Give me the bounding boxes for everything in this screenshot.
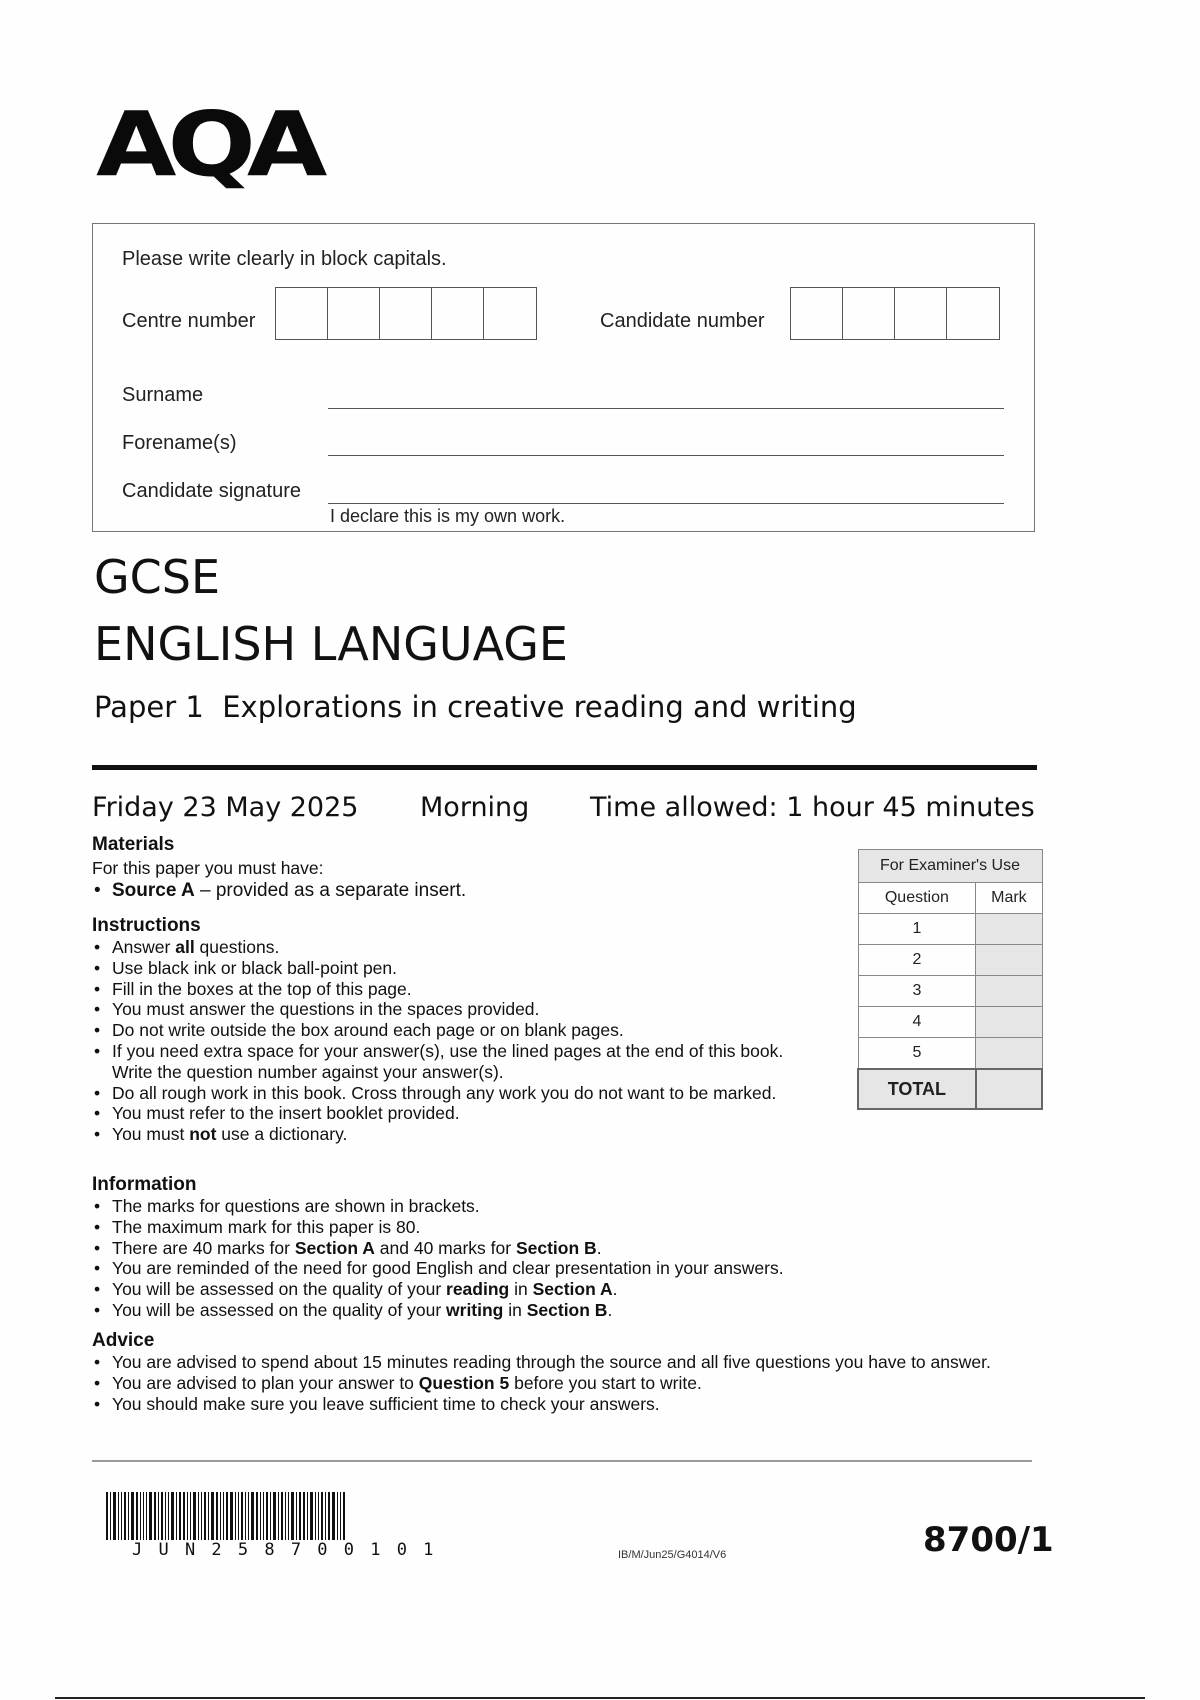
- total-row: [858, 1069, 1042, 1109]
- barcode-bar: [131, 1492, 134, 1540]
- list-item: • There are 40 marks for Section A and 40 marks for Section B.: [112, 1238, 1012, 1259]
- candidate-number-box[interactable]: [843, 288, 895, 339]
- centre-number-box[interactable]: [380, 288, 432, 339]
- list-item: • You must not use a dictionary.: [112, 1124, 812, 1145]
- mark-cell: [976, 1007, 1042, 1038]
- time-allowed: Time allowed: 1 hour 45 minutes: [590, 792, 1035, 823]
- barcode-bar: [270, 1492, 271, 1540]
- table-row: [858, 976, 1042, 1007]
- barcode-bar: [136, 1492, 138, 1540]
- question-number: 2: [858, 945, 976, 976]
- barcode-bar: [211, 1492, 214, 1540]
- information-section: [92, 1174, 1012, 1321]
- instructions-list: [92, 937, 812, 1145]
- barcode-bar: [285, 1492, 286, 1540]
- barcode-bar: [328, 1492, 330, 1540]
- list-item: • Fill in the boxes at the top of this page.: [112, 979, 812, 1000]
- column-header-mark: Mark: [976, 883, 1042, 914]
- candidate-number-grid[interactable]: [790, 287, 1000, 340]
- centre-number-grid[interactable]: [275, 287, 537, 340]
- barcode-bar: [161, 1492, 163, 1540]
- exam-session: Morning: [420, 792, 530, 823]
- surname-field[interactable]: [328, 408, 1004, 409]
- list-item: • You should make sure you leave sufficient time to check your answers.: [112, 1394, 1012, 1415]
- barcode: [106, 1492, 347, 1540]
- forename-label: Forename(s): [122, 432, 237, 454]
- centre-number-box[interactable]: [484, 288, 536, 339]
- barcode-bar: [288, 1492, 289, 1540]
- total-mark-cell: [976, 1069, 1042, 1109]
- barcode-bar: [266, 1492, 268, 1540]
- list-item: • You must refer to the insert booklet provided.: [112, 1103, 812, 1124]
- list-item: • You are advised to plan your answer to Question 5 before you start to write.: [112, 1373, 1012, 1394]
- barcode-bar: [263, 1492, 264, 1540]
- list-item: • Do not write outside the box around each page or on blank pages.: [112, 1020, 812, 1041]
- barcode-bar: [146, 1492, 147, 1540]
- barcode-bar: [143, 1492, 144, 1540]
- barcode-bar: [291, 1492, 294, 1540]
- mark-cell: [976, 1038, 1042, 1070]
- barcode-bar: [248, 1492, 249, 1540]
- list-item: • The marks for questions are shown in brackets.: [112, 1196, 1012, 1217]
- total-label: TOTAL: [858, 1069, 976, 1109]
- barcode-bar: [171, 1492, 174, 1540]
- barcode-bar: [106, 1492, 108, 1540]
- barcode-bar: [124, 1492, 126, 1540]
- forename-field[interactable]: [328, 455, 1004, 456]
- column-header-question: Question: [858, 883, 976, 914]
- barcode-bar: [230, 1492, 233, 1540]
- barcode-bar: [223, 1492, 224, 1540]
- barcode-bar: [187, 1492, 188, 1540]
- exam-date: Friday 23 May 2025: [92, 792, 359, 823]
- barcode-bar: [204, 1492, 206, 1540]
- signature-field[interactable]: [328, 503, 1004, 504]
- barcode-number: J U N 2 5 8 7 0 0 1 0 1: [132, 1540, 437, 1560]
- barcode-bar: [256, 1492, 258, 1540]
- barcode-bar: [168, 1492, 169, 1540]
- paper-title: Paper 1 Explorations in creative reading and writing: [94, 690, 857, 724]
- candidate-number-label: Candidate number: [600, 310, 765, 332]
- materials-section: [92, 834, 832, 903]
- barcode-bar: [310, 1492, 313, 1540]
- list-item: • Source A – provided as a separate insert.: [112, 879, 832, 903]
- barcode-bar: [307, 1492, 308, 1540]
- list-item: • The maximum mark for this paper is 80.: [112, 1217, 1012, 1238]
- list-item: • If you need extra space for your answer(s), use the lined pages at the end of this book. Write the question number against your answer(s).: [112, 1041, 812, 1083]
- barcode-bar: [193, 1492, 196, 1540]
- document-reference: IB/M/Jun25/G4014/V6: [618, 1549, 727, 1561]
- barcode-bar: [343, 1492, 345, 1540]
- barcode-bar: [337, 1492, 338, 1540]
- table-row: [858, 1007, 1042, 1038]
- barcode-bar: [332, 1492, 335, 1540]
- candidate-number-box[interactable]: [791, 288, 843, 339]
- mark-cell: [976, 945, 1042, 976]
- barcode-bar: [278, 1492, 279, 1540]
- barcode-bar: [176, 1492, 177, 1540]
- materials-heading: Materials: [92, 834, 175, 855]
- barcode-bar: [110, 1492, 111, 1540]
- centre-number-box[interactable]: [276, 288, 328, 339]
- paper-code: 8700/1: [923, 1520, 1054, 1560]
- barcode-bar: [128, 1492, 129, 1540]
- materials-list: [92, 879, 832, 903]
- barcode-bar: [303, 1492, 305, 1540]
- barcode-bar: [238, 1492, 239, 1540]
- barcode-bar: [296, 1492, 297, 1540]
- barcode-bar: [216, 1492, 218, 1540]
- declaration-text: I declare this is my own work.: [330, 506, 566, 526]
- block-capitals-instruction: Please write clearly in block capitals.: [122, 248, 447, 270]
- instructions-section: [92, 915, 812, 1145]
- centre-number-label: Centre number: [122, 310, 256, 332]
- advice-list: [92, 1352, 1012, 1414]
- barcode-bars: [106, 1492, 347, 1540]
- barcode-bar: [340, 1492, 341, 1540]
- list-item: • You will be assessed on the quality of your writing in Section B.: [112, 1300, 1012, 1321]
- page-bottom-rule: [55, 1697, 1145, 1699]
- barcode-bar: [226, 1492, 228, 1540]
- barcode-bar: [241, 1492, 243, 1540]
- mark-cell: [976, 914, 1042, 945]
- barcode-bar: [190, 1492, 191, 1540]
- barcode-bar: [281, 1492, 283, 1540]
- candidate-number-box[interactable]: [947, 288, 999, 339]
- barcode-bar: [165, 1492, 166, 1540]
- mark-cell: [976, 976, 1042, 1007]
- advice-heading: Advice: [92, 1330, 155, 1351]
- barcode-bar: [220, 1492, 221, 1540]
- question-number: 3: [858, 976, 976, 1007]
- barcode-bar: [198, 1492, 199, 1540]
- barcode-bar: [183, 1492, 185, 1540]
- examiner-table-title: For Examiner's Use: [858, 850, 1042, 883]
- list-item: • You are advised to spend about 15 minutes reading through the source and all five questions you have to answer.: [112, 1352, 1012, 1373]
- barcode-bar: [299, 1492, 301, 1540]
- centre-number-box[interactable]: [328, 288, 380, 339]
- barcode-bar: [158, 1492, 159, 1540]
- barcode-bar: [118, 1492, 119, 1540]
- examiner-use-table: [857, 849, 1043, 1110]
- barcode-bar: [321, 1492, 323, 1540]
- barcode-bar: [251, 1492, 254, 1540]
- surname-label: Surname: [122, 384, 204, 406]
- barcode-bar: [260, 1492, 261, 1540]
- barcode-bar: [121, 1492, 122, 1540]
- barcode-bar: [235, 1492, 236, 1540]
- barcode-bar: [315, 1492, 316, 1540]
- list-item: • Do all rough work in this book. Cross through any work you do not want to be marked.: [112, 1083, 812, 1104]
- qualification-title: GCSE: [94, 550, 221, 604]
- barcode-bar: [245, 1492, 246, 1540]
- barcode-bar: [149, 1492, 152, 1540]
- information-list: [92, 1196, 1012, 1321]
- barcode-bar: [179, 1492, 181, 1540]
- barcode-bar: [201, 1492, 202, 1540]
- candidate-number-box[interactable]: [895, 288, 947, 339]
- list-item: • You are reminded of the need for good English and clear presentation in your answers.: [112, 1258, 1012, 1279]
- barcode-bar: [208, 1492, 209, 1540]
- instructions-heading: Instructions: [92, 915, 201, 936]
- materials-intro: For this paper you must have:: [92, 858, 324, 878]
- list-item: • You will be assessed on the quality of your reading in Section A.: [112, 1279, 1012, 1300]
- table-row: [858, 914, 1042, 945]
- barcode-bar: [273, 1492, 276, 1540]
- information-heading: Information: [92, 1174, 197, 1195]
- list-item: • Use black ink or black ball-point pen.: [112, 958, 812, 979]
- list-item: • Answer all questions.: [112, 937, 812, 958]
- table-row: [858, 945, 1042, 976]
- question-number: 4: [858, 1007, 976, 1038]
- barcode-bar: [325, 1492, 326, 1540]
- barcode-bar: [154, 1492, 156, 1540]
- title-divider: [92, 765, 1037, 770]
- barcode-bar: [113, 1492, 116, 1540]
- barcode-bar: [318, 1492, 319, 1540]
- subject-title: ENGLISH LANGUAGE: [94, 617, 568, 671]
- question-number: 1: [858, 914, 976, 945]
- centre-number-box[interactable]: [432, 288, 484, 339]
- advice-section: [92, 1330, 1012, 1414]
- barcode-bar: [140, 1492, 141, 1540]
- footer-divider: [92, 1460, 1032, 1462]
- question-number: 5: [858, 1038, 976, 1070]
- aqa-logo: AQA: [96, 92, 319, 198]
- table-row: [858, 1038, 1042, 1070]
- signature-label: Candidate signature: [122, 480, 302, 502]
- list-item: • You must answer the questions in the spaces provided.: [112, 999, 812, 1020]
